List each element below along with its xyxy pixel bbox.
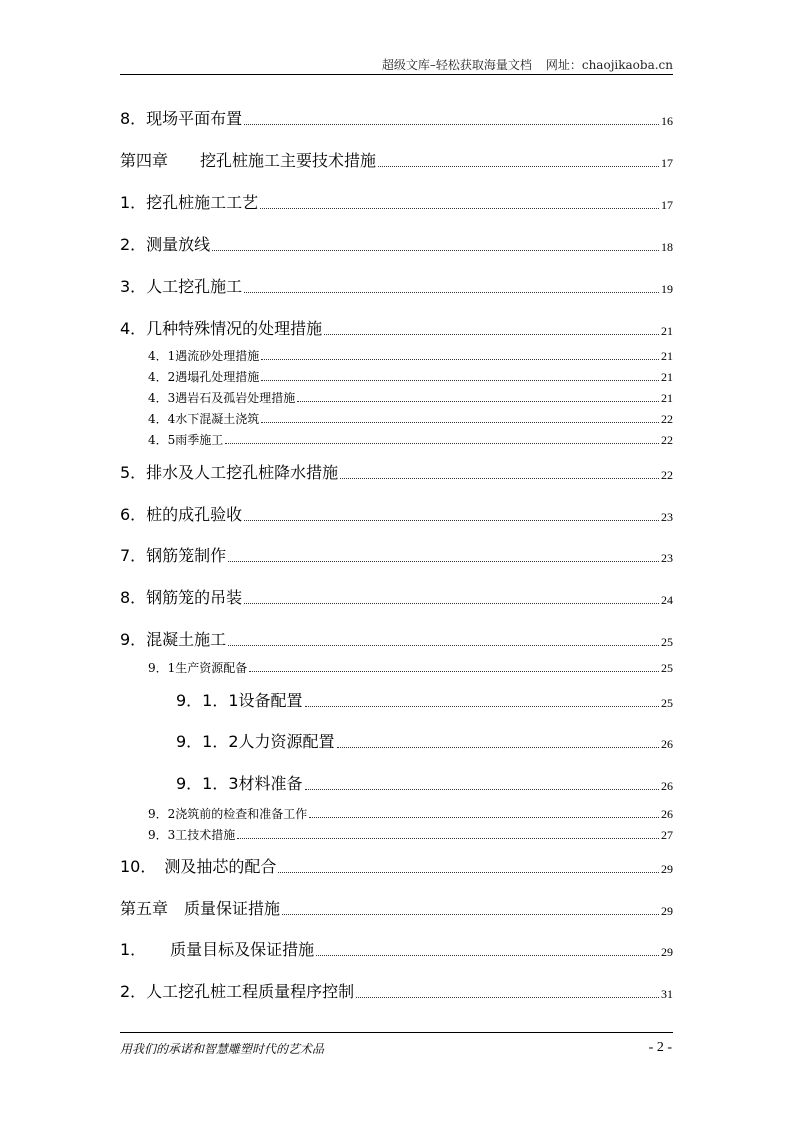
toc-entry-page: 27: [661, 828, 673, 842]
toc-entry-page: 26: [661, 807, 673, 821]
toc-entry-label: 9．1．2人力资源配置: [176, 732, 335, 751]
toc-entry-label: 4．几种特殊情况的处理措施: [120, 319, 323, 338]
toc-entry[interactable]: [120, 232, 673, 255]
toc-entry[interactable]: [120, 316, 673, 339]
toc-leader: [337, 747, 659, 748]
toc-leader: [309, 817, 659, 818]
toc-entry[interactable]: [120, 659, 673, 676]
toc-entry-page: 22: [661, 412, 673, 426]
toc-entry[interactable]: [120, 274, 673, 297]
toc-leader: [261, 359, 659, 360]
toc-leader: [237, 838, 659, 839]
toc-leader: [228, 561, 659, 562]
toc-entry-page: 22: [661, 433, 673, 447]
toc-leader: [297, 401, 659, 402]
toc-entry[interactable]: [120, 979, 673, 1002]
toc-leader: [244, 292, 659, 293]
toc-entry-label: 4．3遇岩石及孤岩处理措施: [148, 391, 296, 405]
toc-entry[interactable]: [120, 627, 673, 650]
toc-leader: [249, 671, 659, 672]
toc-entry-page: 17: [661, 156, 673, 170]
toc-leader: [305, 789, 659, 790]
toc-leader: [261, 422, 659, 423]
toc-entry-label: 4．4水下混凝土浇筑: [148, 412, 260, 426]
toc-entry[interactable]: [120, 389, 673, 406]
toc-leader: [225, 443, 659, 444]
toc-entry-label: 1． 质量目标及保证措施: [120, 940, 315, 959]
toc-entry[interactable]: [120, 190, 673, 213]
toc-entry-label: 4．2遇塌孔处理措施: [148, 370, 260, 384]
toc-leader: [282, 914, 659, 915]
header-site-name: 超级文库–轻松获取海量文档: [381, 58, 532, 72]
toc-entry[interactable]: [120, 826, 673, 843]
toc-entry-page: 25: [661, 635, 673, 649]
toc-entry-page: 23: [661, 551, 673, 565]
footer-slogan: 用我们的承诺和智慧雕塑时代的艺术品: [120, 1042, 325, 1056]
toc-leader: [244, 124, 659, 125]
toc-entry[interactable]: [120, 688, 673, 711]
toc-entry[interactable]: [120, 896, 673, 919]
toc-entry-page: 31: [661, 987, 673, 1001]
toc-entry-label: 3．人工挖孔施工: [120, 277, 243, 296]
toc-entry-page: 24: [661, 593, 673, 607]
toc-leader: [378, 166, 659, 167]
toc-leader: [244, 520, 659, 521]
toc-entry-label: 9．1．3材料准备: [176, 774, 303, 793]
toc-entry-label: 6．桩的成孔验收: [120, 505, 243, 524]
toc-entry-label: 2．人工挖孔桩工程质量程序控制: [120, 982, 355, 1001]
toc-entry-label: 9．1．1设备配置: [176, 691, 303, 710]
toc-entry-label: 5．排水及人工挖孔桩降水措施: [120, 463, 339, 482]
toc-entry-page: 16: [661, 114, 673, 128]
toc-entry-label: 9．1生产资源配备: [148, 661, 248, 675]
toc-entry-page: 18: [661, 240, 673, 254]
toc-entry[interactable]: [120, 729, 673, 752]
toc-entry[interactable]: [120, 347, 673, 364]
toc-leader: [244, 603, 659, 604]
toc-entry-page: 29: [661, 904, 673, 918]
footer-rule: [120, 1032, 673, 1033]
toc-entry-label: 1．挖孔桩施工工艺: [120, 193, 259, 212]
toc-entry-page: 22: [661, 468, 673, 482]
toc-entry-label: 7．钢筋笼制作: [120, 546, 227, 565]
toc-leader: [261, 380, 659, 381]
toc-entry[interactable]: [120, 543, 673, 566]
toc-entry-page: 29: [661, 945, 673, 959]
toc-entry-label: 第五章 质量保证措施: [120, 899, 281, 918]
toc-entry-page: 29: [661, 862, 673, 876]
toc-entry-label: 9．2浇筑前的检查和准备工作: [148, 807, 308, 821]
toc-entry[interactable]: [120, 937, 673, 960]
toc-leader: [260, 208, 659, 209]
table-of-contents: [120, 0, 673, 1122]
toc-leader: [316, 955, 659, 956]
toc-leader: [340, 478, 659, 479]
toc-entry-page: 21: [661, 324, 673, 338]
toc-entry[interactable]: [120, 148, 673, 171]
toc-entry-page: 19: [661, 282, 673, 296]
toc-leader: [278, 872, 659, 873]
toc-leader: [324, 334, 659, 335]
footer-page-number: - 2 -: [648, 1040, 672, 1055]
toc-entry-page: 21: [661, 349, 673, 363]
toc-entry-page: 25: [661, 661, 673, 675]
toc-entry-page: 26: [661, 737, 673, 751]
toc-entry[interactable]: [120, 106, 673, 129]
toc-entry-page: 21: [661, 370, 673, 384]
toc-entry-label: 9．3工技术措施: [148, 828, 236, 842]
toc-entry[interactable]: [120, 460, 673, 483]
toc-entry-page: 23: [661, 510, 673, 524]
toc-entry-label: 8．现场平面布置: [120, 109, 243, 128]
toc-entry[interactable]: [120, 805, 673, 822]
toc-leader: [356, 997, 659, 998]
toc-leader: [212, 250, 659, 251]
toc-entry[interactable]: [120, 585, 673, 608]
toc-entry-page: 26: [661, 779, 673, 793]
toc-entry[interactable]: [120, 431, 673, 448]
toc-entry[interactable]: [120, 502, 673, 525]
toc-entry-label: 2．测量放线: [120, 235, 211, 254]
toc-entry[interactable]: [120, 410, 673, 427]
toc-entry-label: 10． 测及抽芯的配合: [120, 857, 277, 876]
toc-leader: [305, 706, 659, 707]
toc-entry-label: 9．混凝土施工: [120, 630, 227, 649]
toc-entry-label: 8．钢筋笼的吊装: [120, 588, 243, 607]
header-url: 网址：chaojikaoba.cn: [545, 58, 673, 72]
toc-entry-page: 17: [661, 198, 673, 212]
toc-entry[interactable]: [120, 854, 673, 877]
toc-entry-page: 25: [661, 696, 673, 710]
toc-entry-page: 21: [661, 391, 673, 405]
toc-entry-label: 第四章 挖孔桩施工主要技术措施: [120, 151, 377, 170]
toc-leader: [228, 645, 659, 646]
toc-entry-label: 4．5雨季施工: [148, 433, 224, 447]
toc-entry[interactable]: [120, 368, 673, 385]
toc-entry[interactable]: [120, 771, 673, 794]
toc-entry-label: 4．1遇流砂处理措施: [148, 349, 260, 363]
